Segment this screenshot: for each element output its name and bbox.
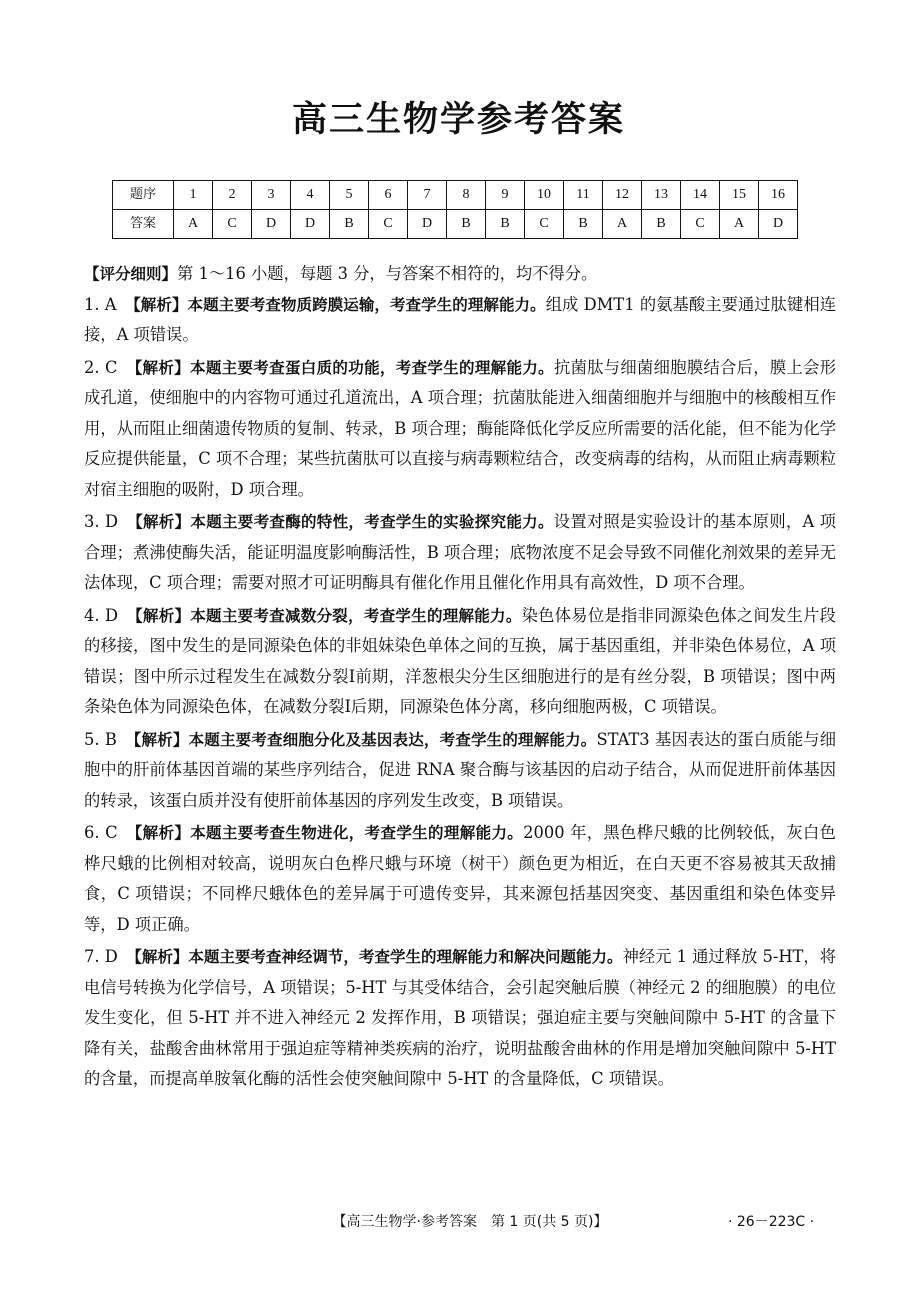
question-number-cell: 12 (603, 181, 642, 210)
answer-cell: B (447, 210, 486, 239)
item-number: 2. C (84, 357, 118, 377)
explanation-item (84, 601, 836, 723)
scoring-rule-label: 【评分细则】 (84, 265, 178, 283)
analysis-tag: 【解析】 (133, 730, 189, 749)
answer-cell: D (408, 210, 447, 239)
item-summary: 本题主要考查生物进化，考查学生的理解能力。 (190, 824, 524, 842)
item-text: 神经元 1 通过释放 5-HT，将电信号转换为化学信号，A 项错误；5-HT 与其受体结合，会引起突触后膜（神经元 2 的细胞膜）的电位发生变化，但 5-HT 并不进入神经元 2 发挥作用，B 项错误；强迫症主要与突触间隙中 5-HT 的含量下降有关，盐酸舍曲林常用于强迫症等精神类疾病的治疗，说明盐酸舍曲林的作用是增加突触间隙中 5-HT 的含量，而提高单胺氧化酶的活性会使突触间隙中 5-HT 的含量降低，C 项错误。 (84, 947, 836, 1088)
analysis-tag: 【解析】 (134, 513, 191, 531)
answer-cell: A (720, 210, 759, 239)
question-number-cell: 4 (291, 181, 330, 210)
question-number-cell: 6 (369, 181, 408, 210)
answer-row (113, 210, 798, 239)
item-number: 3. D (84, 512, 119, 531)
item-text: 2000 年，黑色桦尺蛾的比例较低，灰白色桦尺蛾的比例相对较高，说明灰白色桦尺蛾与环境（树干）颜色更为相近，在白天更不容易被其天敌捕食，C 项错误；不同桦尺蛾体色的差异属于可遗传变异，其来源包括基因突变、基因重组和染色体变异等，D 项正确。 (84, 823, 836, 934)
item-summary: 本题主要考查神经调节，考查学生的理解能力和解决问题能力。 (188, 948, 623, 966)
answer-cell: B (642, 210, 681, 239)
question-number-header: 题序 (113, 181, 174, 210)
answer-cell: B (486, 210, 525, 239)
explanation-item (84, 942, 836, 1095)
answer-cell: C (213, 210, 252, 239)
question-number-cell: 11 (564, 181, 603, 210)
analysis-tag: 【解析】 (134, 358, 190, 377)
item-summary: 本题主要考查蛋白质的功能，考查学生的理解能力。 (190, 358, 554, 377)
footer-code: · 26－223C · (728, 1214, 815, 1230)
footer-page-info: 【高三生物学·参考答案 第 1 页(共 5 页)】 (332, 1214, 608, 1230)
item-summary: 本题主要考查细胞分化及基因表达，考查学生的理解能力。 (188, 730, 597, 749)
answer-cell: D (291, 210, 330, 239)
question-number-cell: 3 (252, 181, 291, 210)
item-text: 抗菌肽与细菌细胞膜结合后，膜上会形成孔道，使细胞中的内容物可通过孔道流出，A 项合理；抗菌肽能进入细菌细胞并与细胞中的核酸相互作用，从而阻止细菌遗传物质的复制、转录，B 项合理；酶能降低化学反应所需要的活化能，但不能为化学反应提供能量，C 项不合理；某些抗菌肽可以直接与病毒颗粒结合，改变病毒的结构，从而阻止病毒颗粒对宿主细胞的吸附，D 项合理。 (84, 357, 836, 499)
item-summary: 本题主要考查减数分裂，考查学生的理解能力。 (190, 606, 522, 625)
item-number: 4. D (84, 605, 119, 625)
page-title: 高三生物学参考答案 (291, 100, 625, 140)
item-text: STAT3 基因表达的蛋白质能与细胞中的肝前体基因首端的某些序列结合，促进 RNA 聚合酶与该基因的启动子结合，从而促进肝前体基因的转录，该蛋白质并没有使肝前体基因的序列发生改变，B 项错误。 (84, 729, 836, 810)
answer-cell: D (252, 210, 291, 239)
item-summary: 本题主要考查酶的特性，考查学生的实验探究能力。 (190, 513, 554, 531)
item-number: 6. C (84, 823, 118, 842)
question-number-cell: 10 (525, 181, 564, 210)
scoring-rule-text: 第 1～16 小题，每题 3 分，与答案不相符的，均不得分。 (177, 264, 598, 283)
item-number: 5. B (84, 729, 117, 749)
question-number-cell: 16 (759, 181, 798, 210)
question-number-cell: 7 (408, 181, 447, 210)
item-number: 7. D (84, 947, 118, 966)
question-number-cell: 9 (486, 181, 525, 210)
answer-cell: B (564, 210, 603, 239)
answer-cell: C (681, 210, 720, 239)
question-number-row (113, 181, 798, 210)
answer-cell: C (525, 210, 564, 239)
explanation-item (84, 353, 836, 506)
item-number: 1. A (84, 294, 117, 314)
explanation-item (84, 725, 836, 817)
analysis-tag: 【解析】 (134, 824, 191, 842)
question-number-cell: 1 (174, 181, 213, 210)
explanation-item (84, 290, 836, 351)
answer-cell: A (174, 210, 213, 239)
question-number-cell: 15 (720, 181, 759, 210)
explanation-list (84, 290, 836, 1095)
answer-cell: D (759, 210, 798, 239)
answer-cell: A (603, 210, 642, 239)
answer-cell: B (330, 210, 369, 239)
item-text: 设置对照是实验设计的基本原则，A 项合理；煮沸使酶失活，能证明温度影响酶活性，B 项合理；底物浓度不足会导致不同催化剂效果的差异无法体现，C 项合理；需要对照才可证明酶具有催化作用且催化作用具有高效性，D 项不合理。 (84, 512, 836, 592)
analysis-tag: 【解析】 (132, 295, 188, 314)
explanation-item (84, 818, 836, 940)
item-summary: 本题主要考查物质跨膜运输，考查学生的理解能力。 (187, 295, 546, 314)
analysis-tag: 【解析】 (134, 948, 189, 966)
question-number-cell: 2 (213, 181, 252, 210)
explanation-item (84, 507, 836, 599)
scoring-rule (84, 259, 836, 290)
question-number-cell: 5 (330, 181, 369, 210)
answer-header: 答案 (113, 210, 174, 239)
answer-table (112, 180, 798, 239)
item-text: 组成 DMT1 的氨基酸主要通过肽键相连接，A 项错误。 (84, 294, 836, 344)
question-number-cell: 14 (681, 181, 720, 210)
question-number-cell: 8 (447, 181, 486, 210)
item-text: 染色体易位是指非同源染色体之间发生片段的移接，图中发生的是同源染色体的非姐妹染色单体之间的互换，属于基因重组，并非染色体易位，A 项错误；图中所示过程发生在减数分裂Ⅰ前期，洋葱根尖分生区细胞进行的是有丝分裂，B 项错误；图中两条染色体为同源染色体，在减数分裂Ⅰ后期，同源染色体分离，移向细胞两极，C 项错误。 (84, 605, 836, 716)
analysis-tag: 【解析】 (134, 606, 191, 625)
question-number-cell: 13 (642, 181, 681, 210)
answer-cell: C (369, 210, 408, 239)
explanations (84, 259, 836, 1095)
